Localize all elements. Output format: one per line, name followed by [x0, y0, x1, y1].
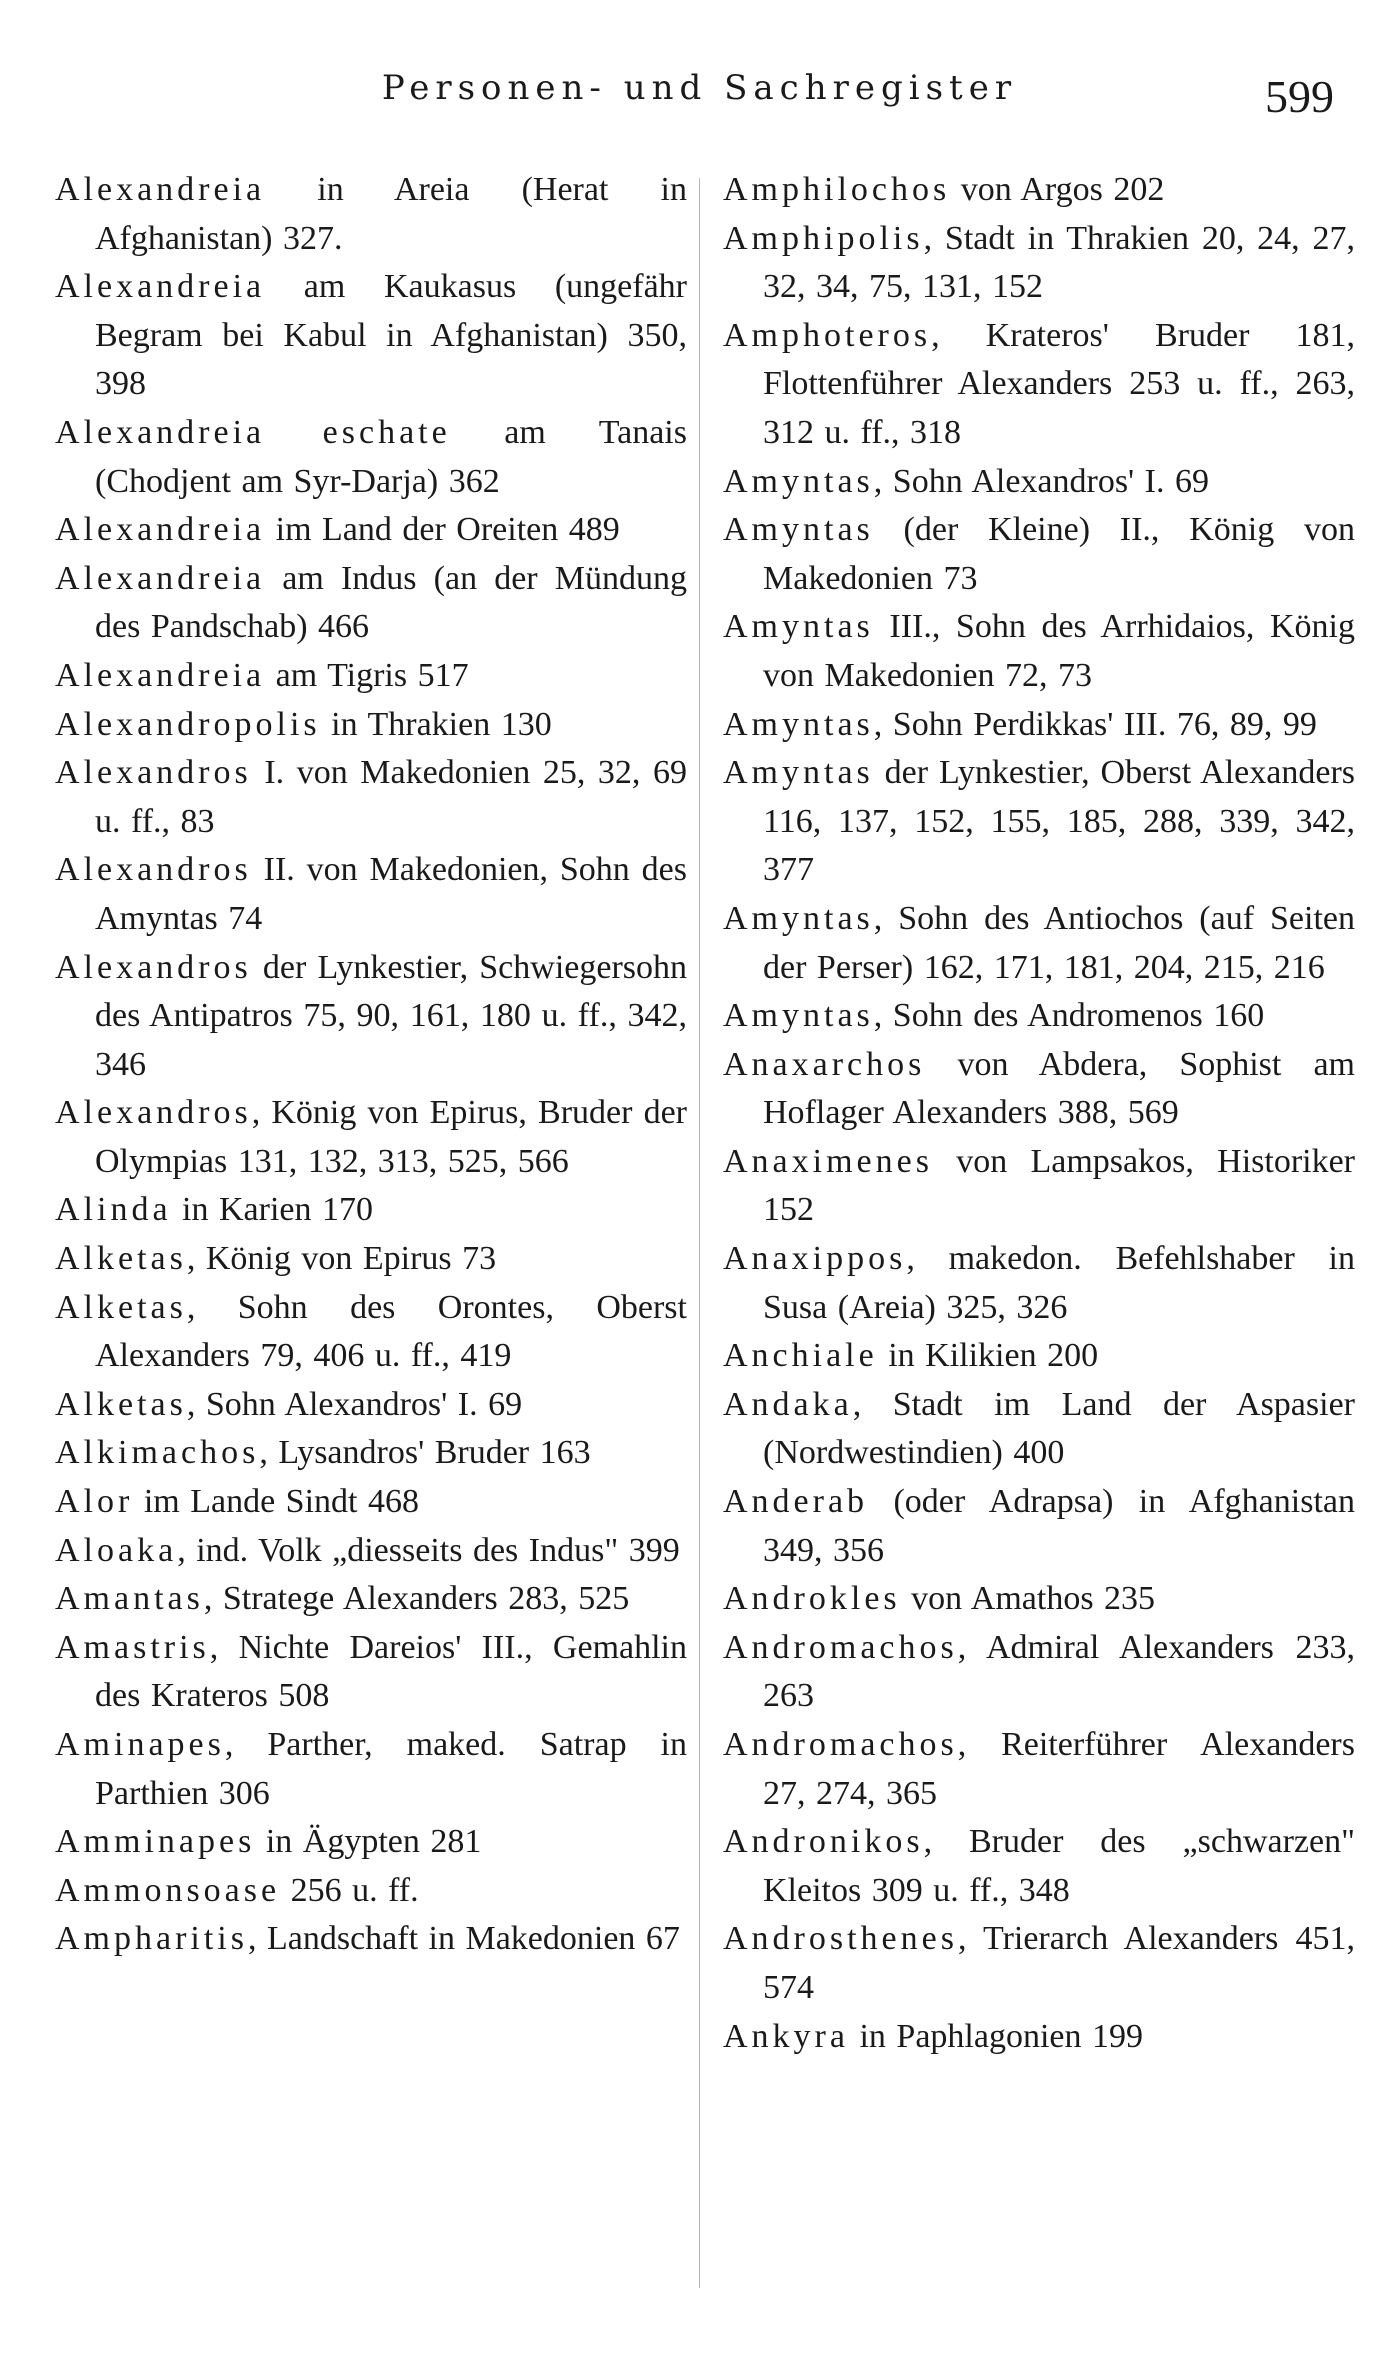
index-entry [723, 1138, 1355, 1235]
entry-headword: Alexandropolis [55, 705, 321, 743]
entry-text: , Landschaft in Makedonien 67 [247, 1920, 680, 1958]
entry-headword: Ammonsoase [55, 1871, 281, 1909]
entry-text: , Sohn des Antiochos (auf Seiten der Perser) 162, 171, 181, 204, 215, 216 [763, 899, 1355, 986]
entry-headword: Alexandros [55, 1094, 252, 1132]
entry-headword: Alexandros [55, 851, 252, 889]
entry-text: in Thrakien 130 [320, 705, 552, 743]
entry-text: am Tanais (Chodjent am Syr-Darja) 362 [95, 413, 687, 500]
index-entry [723, 458, 1355, 507]
entry-text: , makedon. Befehlshaber in Susa (Areia) 325, 326 [763, 1240, 1355, 1326]
index-entry [55, 1089, 687, 1186]
index-entry [723, 1575, 1355, 1624]
entry-headword: Alexandreia [55, 511, 266, 549]
entry-headword: Alexandreia [55, 171, 266, 208]
entry-text: I. von Makedonien 25, 32, 69 u. ff., 83 [95, 754, 687, 840]
entry-text: III., Sohn des Arrhidaios, König von Makedonien 72, 73 [763, 608, 1355, 694]
index-entry [723, 992, 1355, 1041]
entry-headword: Androsthenes [723, 1920, 958, 1958]
entry-headword: Amantas [55, 1580, 204, 1618]
entry-headword: Amyntas [723, 511, 874, 549]
index-entry [55, 1429, 687, 1478]
entry-text: am Indus (an der Mündung des Pandschab) 466 [95, 559, 687, 646]
entry-text: , König von Epirus 73 [186, 1240, 497, 1278]
entry-headword: Amyntas [723, 462, 874, 500]
entry-text: , Sohn Perdikkas' III. 76, 89, 99 [873, 705, 1317, 743]
entry-headword: Anaxarchos [723, 1045, 926, 1083]
entry-headword: Alexandros [55, 948, 252, 986]
index-entry [55, 944, 687, 1090]
entry-headword: Andromachos [723, 1628, 958, 1666]
entry-headword: Amastris [55, 1628, 210, 1666]
column-divider [699, 178, 700, 2288]
entry-text: in Karien 170 [171, 1191, 373, 1229]
entry-text: , Sohn des Andromenos 160 [873, 997, 1265, 1035]
index-entry [55, 652, 687, 701]
entry-text: , Lysandros' Bruder 163 [259, 1434, 591, 1472]
index-entry [723, 1721, 1355, 1818]
entry-headword: Alexandreia [55, 559, 266, 597]
index-entry [55, 1867, 687, 1916]
index-entry [55, 263, 687, 409]
entry-headword: Anderab [723, 1483, 869, 1521]
running-head: Personen- und Sachregister [381, 68, 1018, 108]
index-entry [723, 1915, 1355, 2012]
entry-headword: Amyntas [723, 754, 874, 792]
index-entry [55, 1284, 687, 1381]
entry-headword: Andronikos [723, 1823, 924, 1861]
page-number: 599 [1265, 71, 1334, 122]
entry-text: von Argos 202 [950, 171, 1165, 208]
index-entry [723, 215, 1355, 312]
entry-text: der Lynkestier, Schwiegersohn des Antipatros 75, 90, 161, 180 u. ff., 342, 346 [95, 948, 687, 1083]
index-entry [723, 2013, 1355, 2062]
entry-text: in Areia (Herat in Afghanistan) 327. [95, 171, 687, 257]
index-entry [55, 506, 687, 555]
entry-text: in Ägypten 281 [255, 1823, 482, 1861]
index-entry [55, 846, 687, 943]
entry-headword: Androkles [723, 1580, 901, 1618]
entry-headword: Amphoteros [723, 316, 932, 354]
entry-headword: Alinda [55, 1191, 172, 1229]
entry-headword: Alexandros [55, 754, 252, 792]
index-entry [723, 166, 1355, 215]
entry-text: am Tigris 517 [265, 656, 469, 694]
entry-headword: Ankyra [723, 2017, 849, 2055]
entry-headword: Amyntas [723, 899, 874, 937]
entry-headword: Aloaka [55, 1531, 178, 1569]
entry-text: von Amathos 235 [900, 1580, 1156, 1618]
index-entry [723, 312, 1355, 458]
index-entry [723, 701, 1355, 750]
entry-text: , Sohn Alexandros' I. 69 [186, 1385, 523, 1423]
entry-text: am Kaukasus (ungefähr Begram bei Kabul in Afghanistan) 350, 398 [95, 268, 687, 403]
entry-headword: Alor [55, 1483, 134, 1521]
entry-headword: Amphilochos [723, 171, 951, 208]
index-entry [55, 1915, 687, 1964]
entry-text: von Abdera, Sophist am Hoflager Alexanders 388, 569 [763, 1045, 1355, 1132]
index-entry [55, 1381, 687, 1430]
entry-text: von Lampsakos, Historiker 152 [763, 1142, 1355, 1229]
entry-text: , König von Epirus, Bruder der Olympias 131, 132, 313, 525, 566 [95, 1094, 687, 1180]
entry-text: , Krateros' Bruder 181, Flottenführer Alexanders 253 u. ff., 263, 312 u. ff., 318 [763, 316, 1355, 451]
entry-headword: Andaka [723, 1385, 853, 1423]
index-entry [55, 749, 687, 846]
entry-headword: Andromachos [723, 1726, 958, 1763]
entry-text: , Reiterführer Alexanders 27, 274, 365 [763, 1726, 1355, 1812]
entry-text: , Stratege Alexanders 283, 525 [203, 1580, 630, 1618]
entry-text: , Trierarch Alexanders 451, 574 [763, 1920, 1355, 2006]
entry-text: 256 u. ff. [280, 1871, 419, 1909]
entry-text: (der Kleine) II., König von Makedonien 73 [763, 511, 1355, 597]
entry-text: II. von Makedonien, Sohn des Amyntas 74 [95, 851, 687, 937]
entry-text: , Stadt in Thrakien 20, 24, 27, 32, 34, 75, 131, 152 [763, 219, 1355, 306]
entry-text: , Stadt im Land der Aspasier (Nordwestindien) 400 [763, 1385, 1355, 1472]
entry-text: in Paphlagonien 199 [848, 2017, 1143, 2055]
index-entry [55, 166, 687, 263]
entry-text: im Lande Sindt 468 [133, 1483, 419, 1521]
entry-text: im Land der Oreiten 489 [265, 511, 620, 549]
entry-text: , Parther, maked. Satrap in Parthien 306 [95, 1726, 687, 1812]
entry-headword: Aminapes [55, 1726, 225, 1763]
entry-headword: Anaximenes [723, 1142, 933, 1180]
index-entry [723, 1041, 1355, 1138]
entry-text: , Sohn Alexandros' I. 69 [873, 462, 1209, 500]
index-entry [723, 1478, 1355, 1575]
index-entry [723, 1818, 1355, 1915]
entry-headword: Alketas [55, 1385, 187, 1423]
index-entry [55, 1478, 687, 1527]
right-column [723, 166, 1355, 2061]
entry-text: der Lynkestier, Oberst Alexanders 116, 137, 152, 155, 185, 288, 339, 342, 377 [763, 754, 1355, 889]
index-entry [55, 1721, 687, 1818]
index-entry [723, 506, 1355, 603]
index-entry [55, 1818, 687, 1867]
entry-headword: Alexandreia [55, 656, 266, 694]
index-entry [55, 1186, 687, 1235]
index-entry [723, 603, 1355, 700]
entry-text: , ind. Volk „diesseits des Indus" 399 [177, 1531, 680, 1569]
index-entry [55, 555, 687, 652]
entry-headword: Amminapes [55, 1823, 256, 1861]
index-entry [55, 1575, 687, 1624]
index-entry [55, 1624, 687, 1721]
entry-text: , Admiral Alexanders 233, 263 [763, 1628, 1355, 1715]
index-entry [55, 1235, 687, 1284]
entry-headword: Alketas [55, 1240, 187, 1278]
index-entry [723, 1624, 1355, 1721]
index-entry [723, 895, 1355, 992]
index-entry [55, 1527, 687, 1576]
index-entry [723, 749, 1355, 895]
index-entry [55, 409, 687, 506]
entry-headword: Alexandreia [55, 268, 266, 306]
entry-headword: Amphipolis [723, 219, 924, 257]
entry-headword: Amyntas [723, 608, 874, 646]
entry-headword: Alexandreia eschate [55, 413, 451, 451]
entry-headword: Amyntas [723, 997, 874, 1035]
entry-text: in Kilikien 200 [877, 1337, 1099, 1375]
entry-headword: Amyntas [723, 705, 874, 743]
entry-text: (oder Adrapsa) in Afghanistan 349, 356 [763, 1483, 1355, 1569]
index-entry [723, 1235, 1355, 1332]
left-column [55, 166, 687, 1964]
entry-headword: Anaxippos [723, 1240, 907, 1278]
entry-text: , Nichte Dareios' III., Gemahlin des Krateros 508 [95, 1628, 687, 1715]
index-entry [723, 1381, 1355, 1478]
index-entry [723, 1332, 1355, 1381]
entry-headword: Ampharitis [55, 1920, 248, 1958]
entry-headword: Alketas [55, 1288, 187, 1326]
entry-headword: Alkimachos [55, 1434, 260, 1472]
entry-headword: Anchiale [723, 1337, 878, 1375]
index-entry [55, 701, 687, 750]
entry-text: , Sohn des Orontes, Oberst Alexanders 79, 406 u. ff., 419 [95, 1288, 687, 1375]
entry-text: , Bruder des „schwarzen" Kleitos 309 u. ff., 348 [763, 1823, 1355, 1909]
